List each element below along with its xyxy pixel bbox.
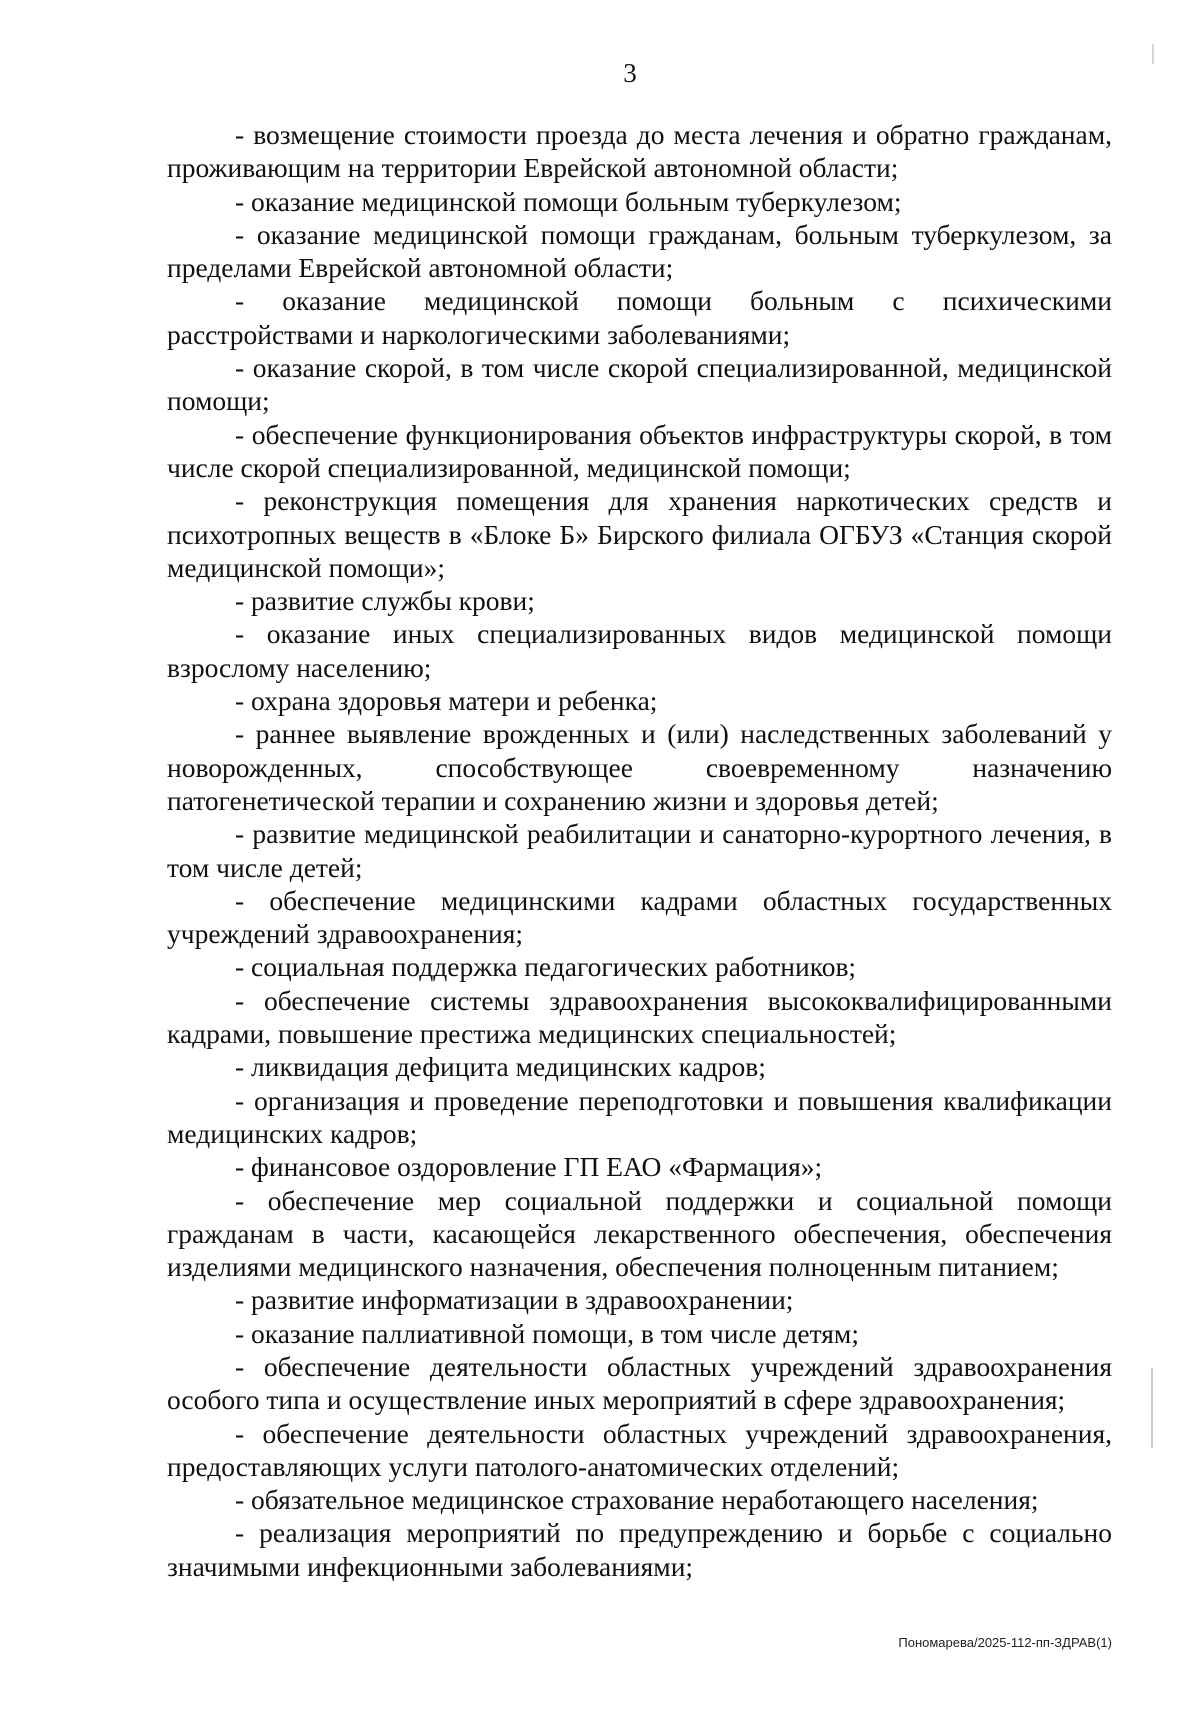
- list-item: - обеспечение деятельности областных учреждений здравоохранения особого типа и осуществление иных мероприятий в сфере здравоохранения;: [167, 1350, 1112, 1416]
- list-item: - реализация мероприятий по предупреждению и борьбе с социально значимыми инфекционными заболеваниями;: [167, 1517, 1112, 1582]
- list-item: - социальная поддержка педагогических работников;: [235, 951, 857, 983]
- list-item: - реконструкция помещения для хранения наркотических средств и психотропных веществ в «Блоке Б» Бирского филиала ОГБУЗ «Станция скорой медицинской помощи»;: [167, 485, 1112, 583]
- list-item: - обеспечение медицинскими кадрами областных государственных учреждений здравоохранения;: [167, 884, 1112, 950]
- list-item: - оказание паллиативной помощи, в том числе детям;: [235, 1317, 859, 1349]
- list-item: - развитие информатизации в здравоохранении;: [235, 1284, 794, 1316]
- list-item: - обеспечение деятельности областных учреждений здравоохранения, предоставляющих услуги патолого-анатомических отделений;: [167, 1417, 1112, 1482]
- list-item: - финансовое оздоровление ГП ЕАО «Фармация»;: [235, 1151, 823, 1183]
- list-item: - развитие службы крови;: [235, 585, 535, 617]
- list-item: - раннее выявление врожденных и (или) наследственных заболеваний у новорожденных, способствующее своевременному назначению патогенетической терапии и сохранению жизни и здоровья детей;: [167, 718, 1112, 816]
- list-item: - обеспечение мер социальной поддержки и социальной помощи гражданам в части, касающейся лекарственного обеспечения, обеспечения изделиями медицинского назначения, обеспечения полноценным питанием;: [167, 1184, 1112, 1283]
- list-item: - оказание медицинской помощи больным туберкулезом;: [235, 185, 902, 217]
- list-item: - возмещение стоимости проезда до места лечения и обратно гражданам, проживающим на территории Еврейской автономной области;: [167, 119, 1112, 184]
- list-item: - обеспечение функционирования объектов инфраструктуры скорой, в том числе скорой специализированной, медицинской помощи;: [167, 418, 1112, 483]
- list-item: - обязательное медицинское страхование неработающего населения;: [235, 1484, 1039, 1516]
- list-item: - ликвидация дефицита медицинских кадров;: [235, 1051, 766, 1083]
- list-item: - обеспечение системы здравоохранения высококвалифицированными кадрами, повышение престижа медицинских специальностей;: [167, 984, 1112, 1050]
- list-item: - организация и проведение переподготовки и повышения квалификации медицинских кадров;: [167, 1084, 1112, 1149]
- scan-artifact-mark: [1151, 1368, 1153, 1448]
- list-item: - оказание скорой, в том числе скорой специализированной, медицинской помощи;: [167, 352, 1112, 417]
- document-footer-code: Пономарева/2025-112-пп-ЗДРАВ(1): [898, 1635, 1112, 1650]
- document-body: [167, 118, 1112, 1583]
- list-item: - развитие медицинской реабилитации и санаторно-курортного лечения, в том числе детей;: [167, 818, 1112, 883]
- list-item: - оказание медицинской помощи гражданам, больным туберкулезом, за пределами Еврейской автономной области;: [167, 218, 1112, 284]
- list-item: - оказание иных специализированных видов медицинской помощи взрослому населению;: [167, 618, 1112, 683]
- list-item: - охрана здоровья матери и ребенка;: [235, 685, 658, 717]
- page-number: 3: [623, 58, 637, 88]
- list-item: - оказание медицинской помощи больным с психическими расстройствами и наркологическими заболеваниями;: [167, 285, 1112, 350]
